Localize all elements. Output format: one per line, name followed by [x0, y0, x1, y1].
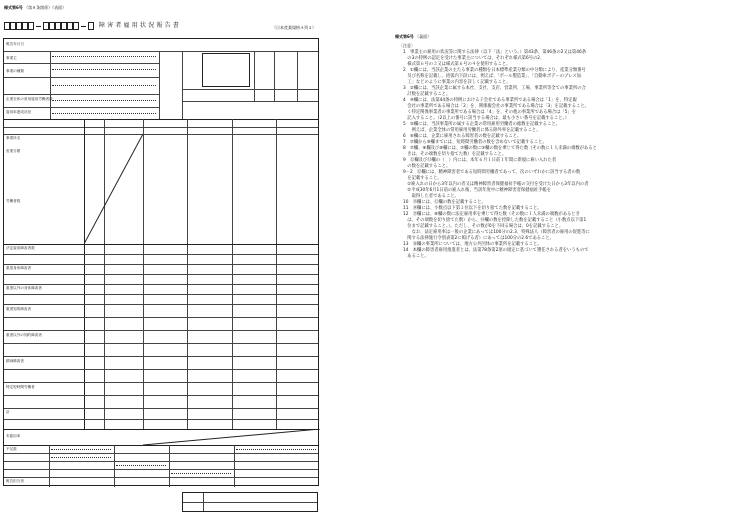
note-line: きは、その端数を切り捨てた数）を記載すること。	[403, 152, 507, 157]
row-label-date: 報告年月日	[6, 42, 24, 46]
report-table	[3, 38, 319, 486]
note-line: 14 本欄の障害者雇用推進者とは、法第78条第2項の規定に基づいて選任される者をいうもので	[403, 248, 589, 253]
note-line: 9 ⑫欄及び⑬欄の（ ）内には、本年６月１日前１年間に新規に雇い入れた者	[403, 158, 557, 163]
title-row	[4, 22, 181, 30]
note-line: ②平成30年6月1日前の雇入れ後、当該年度中に精神障害者保健福祉手帳を	[403, 188, 551, 193]
note-line: の3の特例の認定を受けた事業主については、それぞれ様式第6号の2、	[403, 56, 545, 61]
note-line: 工」などのように事業の内容を詳しく記載すること。	[403, 80, 511, 85]
row-label-contact: 報告担当者	[6, 479, 24, 483]
row-label-statutory: 法定雇用障害者数	[6, 246, 35, 250]
note-line: 13 ⑯欄の事業所については、地方公共団体の事業所を記載すること。	[403, 242, 542, 247]
row-label-rate: 実雇用率	[6, 434, 21, 438]
diagonal-strike-lower	[143, 429, 320, 445]
note-line: く特定関係事業者の事業所である場合は「4」を、その他の事業所である場合は「5」を	[403, 110, 577, 115]
note-line: 5 ⑤欄には、当該事業所の属する企業の常用雇用労働者の総数を記載すること。	[403, 122, 560, 127]
note-line: 8 ⑦欄、⑧欄及び⑨欄には、⑦欄の数に⑤欄の数を乗じて得た数（その数に１人未満の端数があると	[403, 146, 597, 151]
row-label-business-type: 事業の種類	[6, 69, 24, 73]
note-line: 取得した者であること。	[403, 194, 459, 199]
note-line: 4 ④欄には、法第44条の特例における子会社である事業所である場合は「1」を、特定親	[403, 98, 577, 103]
note-line: なお、法定雇用率は一般の企業にあっては100分の2.3、特殊法人（障害者の雇用の促進等に	[403, 230, 590, 235]
note-line: 様式第６号の３又は様式第６号の４を使用すること。	[403, 62, 511, 67]
note-line: 会社の事業所である場合は「2」を、関係親会社の事業所である場合は「3」を記載すること。	[403, 104, 589, 109]
note-line: 3 ②欄には、当該企業に属する本社、支社、支店、営業所、工場、事業所等全ての事業所の合	[403, 86, 586, 91]
back-form-note: （裏面）	[415, 34, 432, 39]
note-line: の数を記載すること。	[403, 164, 451, 169]
note-line: あること。	[403, 254, 429, 259]
code-boxes-left	[4, 22, 34, 30]
row-label-establishment: 事業所名	[6, 136, 21, 140]
row-label-employer: 事業主	[6, 56, 17, 60]
note-line: 位まで記載すること。）。ただし、その数が0を下回る場合は、0を記載すること。	[403, 224, 564, 229]
note-line: は、その端数を切り捨てた数）から、⑭欄の数を控除した数を記載すること（小数点以下第1	[403, 218, 587, 223]
note-line: 関する法律施行令別表第2に掲げる者）にあっては100分の2.6であること。	[403, 236, 554, 241]
row-label-workers: 労働者数	[6, 199, 21, 203]
form-front-page	[2, 3, 320, 521]
note-line: 及び名称を記載し、括弧内下段には、例えば、「ボール製造業」、「自動車ボデーのプレス加	[403, 74, 581, 79]
form-number-label: 様式第6号	[4, 5, 23, 10]
office-use-box	[182, 492, 318, 512]
row-label-physical: 重度以外の身体障害者	[6, 286, 42, 290]
note-line: 10 ⑬欄には、⑫欄の数を記載すること。	[403, 200, 486, 205]
form-number-note: （第８条関係）（表面）	[24, 5, 67, 10]
note-line: 12 ⑮欄には、⑧欄の数に法定雇用率を乗じて得た数（その数に１人未満の端数があるとき	[403, 212, 580, 217]
notes-heading: 〔注意〕	[399, 43, 415, 48]
seal-box	[202, 53, 250, 87]
row-label-total: 計	[6, 410, 10, 414]
note-line: ①雇入れの日から3年以内の者又は精神障害者保健福祉手帳の交付を受けた日から3年以内の者	[403, 182, 589, 187]
note-line: 11 ⑭欄には、小数点以下第３位以下を切り捨てた数を記載すること。	[403, 206, 542, 211]
note-line: 9－2 ⑫欄には、精神障害者である短時間労働者であって、次のいずれかに該当する者の数	[403, 170, 581, 175]
row-label-achievement: 雇用率達成状況	[6, 110, 32, 114]
row-label-total-workers: 企業全体の常用雇用労働者数	[6, 97, 53, 101]
row-label-intellectual: 重度以外の知的障害者	[6, 333, 42, 337]
form-header	[4, 5, 66, 10]
form-back-page	[395, 3, 740, 343]
back-form-number: 様式第6号	[395, 34, 414, 39]
row-label-severe-physical: 重度身体障害者	[6, 266, 32, 270]
form-title: 障害者雇用状況報告書	[99, 22, 182, 29]
diagonal-strike	[84, 134, 143, 244]
note-line: 7 ⑦欄から⑨欄までには、短時間労働者の数を含めないで記載すること。	[403, 140, 547, 145]
row-label-shortfall: 不足数	[6, 447, 17, 451]
note-line: 計数を記載すること。	[403, 92, 451, 97]
row-label-industry: 産業分類	[6, 149, 21, 153]
back-header	[395, 34, 431, 39]
note-line: 6 ⑥欄には、企業に雇用される障害者の数を記載すること。	[403, 134, 522, 139]
note-line: 例えば、企業全体の常用雇用労働者に係る除外率を記載すること。	[403, 128, 541, 133]
row-label-mental: 精神障害者	[6, 359, 24, 363]
row-label-short-time: 特定短時間労働者	[6, 385, 35, 389]
note-line: 1 事業主の雇用の状況等に関する法律（以下「法」という。）第43条、第46条の2又は第46条	[403, 50, 586, 55]
row-label-severe-intellectual: 重度知的障害者	[6, 307, 32, 311]
note-line: 記入すること。（2以上の番号に該当する場合は、最も小さい番号を記載すること。）	[403, 116, 570, 121]
paper-size-note: （日本産業規格Ａ列４）	[272, 25, 316, 30]
note-line: 2 ①欄には、当該企業の主たる事業の種類を日本標準産業分類の中分類により、産業分類番号	[403, 68, 586, 73]
code-boxes-right	[43, 22, 79, 30]
note-line: を記載すること。	[403, 176, 442, 181]
